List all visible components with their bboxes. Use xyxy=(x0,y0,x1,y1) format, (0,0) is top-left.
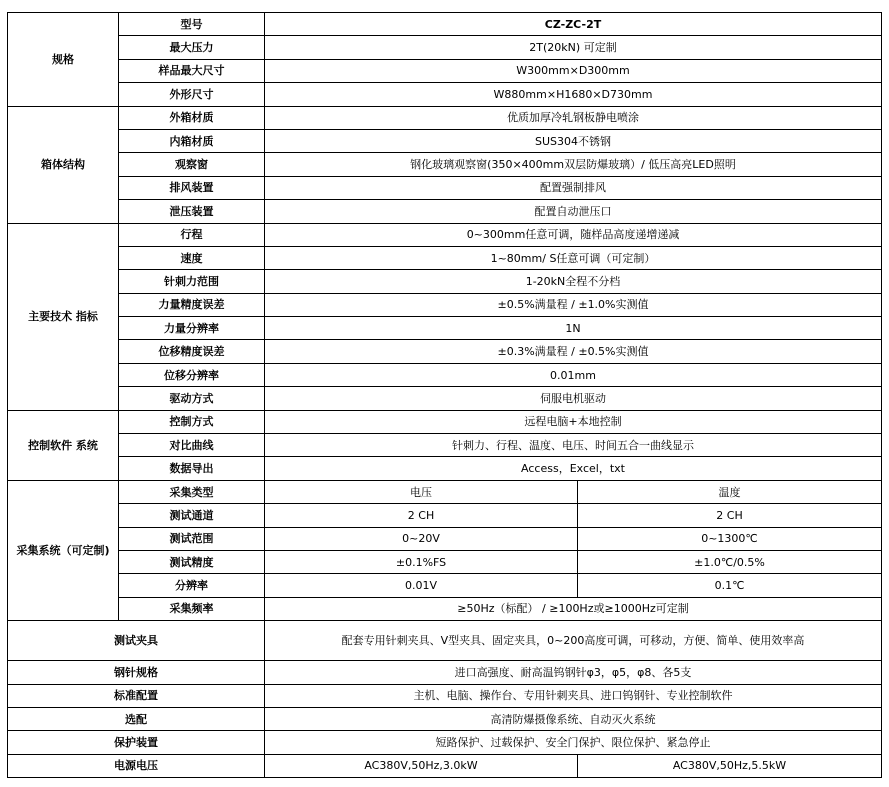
temperature-value: 0~1300℃ xyxy=(578,527,882,550)
spec-label: 速度 xyxy=(119,246,265,269)
table-row xyxy=(8,200,882,223)
spec-value: 伺服电机驱动 xyxy=(265,387,882,410)
spec-value: 针刺力、行程、温度、电压、时间五合一曲线显示 xyxy=(265,434,882,457)
category-cell: 控制软件 系统 xyxy=(8,410,119,480)
table-row xyxy=(8,707,882,730)
table-row xyxy=(8,36,882,59)
spec-label: 泄压装置 xyxy=(119,200,265,223)
spec-label: 内箱材质 xyxy=(119,129,265,152)
voltage-value: 2 CH xyxy=(265,504,578,527)
spec-label: 针刺力范围 xyxy=(119,270,265,293)
spec-label: 外箱材质 xyxy=(119,106,265,129)
table-row xyxy=(8,550,882,573)
spec-value: 配置自动泄压口 xyxy=(265,200,882,223)
table-row xyxy=(8,83,882,106)
temperature-value: 2 CH xyxy=(578,504,882,527)
spec-value: 2T(20kN) 可定制 xyxy=(265,36,882,59)
spec-value: 0~300mm任意可调，随样品高度递增递减 xyxy=(265,223,882,246)
spec-value: ≥50Hz（标配） / ≥100Hz或≥1000Hz可定制 xyxy=(265,597,882,620)
spec-table xyxy=(7,12,882,778)
spec-label: 对比曲线 xyxy=(119,434,265,457)
table-row xyxy=(8,340,882,363)
table-row xyxy=(8,684,882,707)
power-value-5kw: AC380V,50Hz,5.5kW xyxy=(578,754,882,777)
table-row xyxy=(8,387,882,410)
spec-label: 选配 xyxy=(8,707,265,730)
spec-label: 行程 xyxy=(119,223,265,246)
table-row xyxy=(8,731,882,754)
spec-value: 钢化玻璃观察窗(350×400mm双层防爆玻璃）/ 低压高亮LED照明 xyxy=(265,153,882,176)
spec-value: 进口高强度、耐高温钨钢针φ3，φ5，φ8、各5支 xyxy=(265,661,882,684)
category-cell: 主要技术 指标 xyxy=(8,223,119,410)
table-row xyxy=(8,246,882,269)
table-row xyxy=(8,317,882,340)
spec-label: 钢针规格 xyxy=(8,661,265,684)
table-row xyxy=(8,754,882,777)
spec-value: ±0.5%满量程 / ±1.0%实测值 xyxy=(265,293,882,316)
table-row xyxy=(8,153,882,176)
spec-table-body xyxy=(8,13,882,778)
spec-label: 标准配置 xyxy=(8,684,265,707)
table-row xyxy=(8,410,882,433)
category-cell: 规格 xyxy=(8,13,119,107)
table-row xyxy=(8,270,882,293)
spec-label: 最大压力 xyxy=(119,36,265,59)
spec-label: 外形尺寸 xyxy=(119,83,265,106)
spec-value: 主机、电脑、操作台、专用针刺夹具、进口钨钢针、专业控制软件 xyxy=(265,684,882,707)
table-row xyxy=(8,480,882,503)
spec-label: 分辨率 xyxy=(119,574,265,597)
spec-value: 配置强制排风 xyxy=(265,176,882,199)
spec-label: 观察窗 xyxy=(119,153,265,176)
table-row xyxy=(8,527,882,550)
table-row xyxy=(8,176,882,199)
spec-label: 力量精度误差 xyxy=(119,293,265,316)
spec-value: SUS304不锈钢 xyxy=(265,129,882,152)
table-row xyxy=(8,106,882,129)
spec-label: 测试通道 xyxy=(119,504,265,527)
spec-label: 控制方式 xyxy=(119,410,265,433)
spec-label: 型号 xyxy=(119,13,265,36)
temperature-value: ±1.0℃/0.5% xyxy=(578,550,882,573)
voltage-value: 0~20V xyxy=(265,527,578,550)
table-row xyxy=(8,504,882,527)
table-row xyxy=(8,621,882,661)
power-value-3kw: AC380V,50Hz,3.0kW xyxy=(265,754,578,777)
category-cell: 箱体结构 xyxy=(8,106,119,223)
table-row xyxy=(8,223,882,246)
table-row xyxy=(8,597,882,620)
spec-value: 1N xyxy=(265,317,882,340)
spec-value: 远程电脑+本地控制 xyxy=(265,410,882,433)
spec-value: W880mm×H1680×D730mm xyxy=(265,83,882,106)
spec-label: 保护装置 xyxy=(8,731,265,754)
spec-value: 1-20kN全程不分档 xyxy=(265,270,882,293)
spec-label: 数据导出 xyxy=(119,457,265,480)
spec-value: 短路保护、过载保护、安全门保护、限位保护、紧急停止 xyxy=(265,731,882,754)
voltage-value: ±0.1%FS xyxy=(265,550,578,573)
voltage-value: 0.01V xyxy=(265,574,578,597)
spec-label: 电源电压 xyxy=(8,754,265,777)
spec-value: 高清防爆摄像系统、自动灭火系统 xyxy=(265,707,882,730)
spec-label: 驱动方式 xyxy=(119,387,265,410)
spec-value: W300mm×D300mm xyxy=(265,59,882,82)
spec-label: 采集频率 xyxy=(119,597,265,620)
spec-label: 位移精度误差 xyxy=(119,340,265,363)
spec-label: 测试夹具 xyxy=(8,621,265,661)
spec-value: 0.01mm xyxy=(265,363,882,386)
table-row xyxy=(8,574,882,597)
spec-label: 位移分辨率 xyxy=(119,363,265,386)
spec-label: 样品最大尺寸 xyxy=(119,59,265,82)
table-row xyxy=(8,363,882,386)
spec-label: 力量分辨率 xyxy=(119,317,265,340)
spec-label: 排风装置 xyxy=(119,176,265,199)
table-row xyxy=(8,457,882,480)
table-row xyxy=(8,59,882,82)
category-cell: 采集系统（可定制) xyxy=(8,480,119,620)
spec-value: 1~80mm/ S任意可调（可定制） xyxy=(265,246,882,269)
spec-value: 优质加厚冷轧钢板静电喷涂 xyxy=(265,106,882,129)
spec-value: 配套专用针刺夹具、V型夹具、固定夹具，0~200高度可调，可移动，方便、简单、使用效率高 xyxy=(265,621,882,661)
spec-label: 测试精度 xyxy=(119,550,265,573)
spec-label: 采集类型 xyxy=(119,480,265,503)
voltage-value: 电压 xyxy=(265,480,578,503)
spec-value: Access，Excel，txt xyxy=(265,457,882,480)
spec-label: 测试范围 xyxy=(119,527,265,550)
temperature-value: 0.1℃ xyxy=(578,574,882,597)
temperature-value: 温度 xyxy=(578,480,882,503)
table-row xyxy=(8,661,882,684)
spec-value: CZ-ZC-2T xyxy=(265,13,882,36)
table-row xyxy=(8,293,882,316)
table-row xyxy=(8,434,882,457)
table-row xyxy=(8,13,882,36)
table-row xyxy=(8,129,882,152)
spec-value: ±0.3%满量程 / ±0.5%实测值 xyxy=(265,340,882,363)
